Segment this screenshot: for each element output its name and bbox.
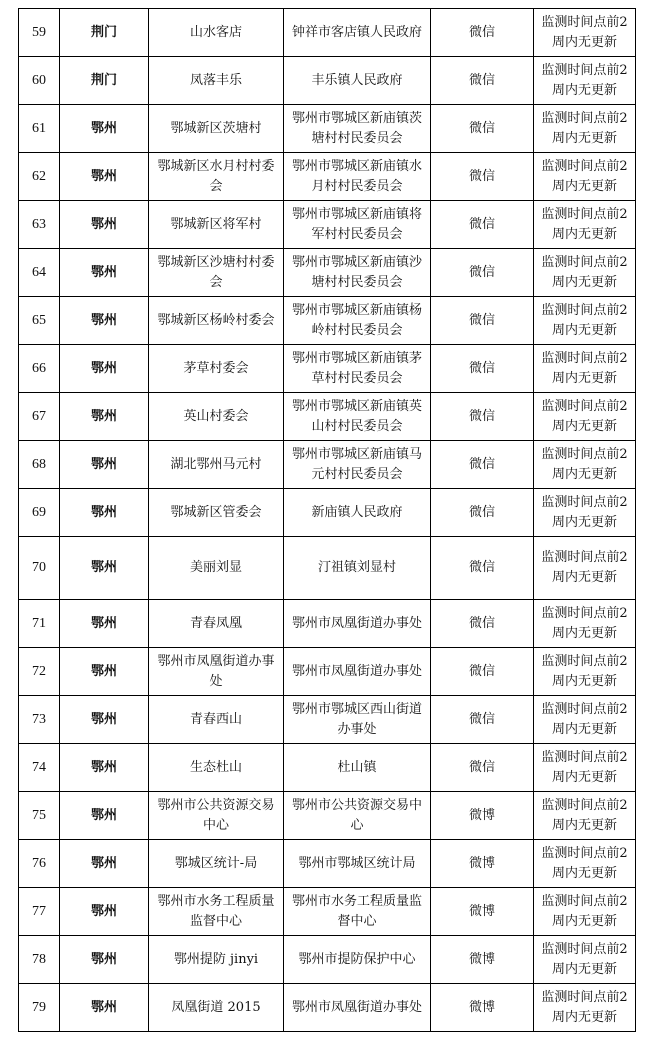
row-number: 68 [19,441,60,489]
status-cell: 监测时间点前2周内无更新 [534,153,636,201]
organization-cell: 鄂州市鄂城区新庙镇马元村村民委员会 [284,441,431,489]
account-name-cell: 凤落丰乐 [149,57,284,105]
row-number: 77 [19,888,60,936]
status-cell: 监测时间点前2周内无更新 [534,696,636,744]
city-cell: 鄂州 [60,537,149,600]
platform-cell: 微信 [431,393,534,441]
organization-cell: 鄂州市鄂城区西山街道办事处 [284,696,431,744]
city-cell: 荆门 [60,9,149,57]
platform-cell: 微博 [431,888,534,936]
table-row [19,489,636,537]
row-number: 74 [19,744,60,792]
account-name-cell: 鄂城新区茨塘村 [149,105,284,153]
row-number: 62 [19,153,60,201]
platform-cell: 微博 [431,936,534,984]
status-cell: 监测时间点前2周内无更新 [534,537,636,600]
platform-cell: 微信 [431,57,534,105]
table-body [19,9,636,1032]
organization-cell: 鄂州市公共资源交易中心 [284,792,431,840]
organization-cell: 鄂州市鄂城区统计局 [284,840,431,888]
organization-cell: 鄂州市鄂城区新庙镇将军村村民委员会 [284,201,431,249]
account-name-cell: 鄂州市公共资源交易中心 [149,792,284,840]
organization-cell: 鄂州市凤凰街道办事处 [284,984,431,1032]
account-name-cell: 鄂城新区管委会 [149,489,284,537]
city-cell: 鄂州 [60,648,149,696]
status-cell: 监测时间点前2周内无更新 [534,9,636,57]
row-number: 70 [19,537,60,600]
status-cell: 监测时间点前2周内无更新 [534,249,636,297]
platform-cell: 微博 [431,984,534,1032]
account-name-cell: 鄂州市水务工程质量监督中心 [149,888,284,936]
city-cell: 鄂州 [60,489,149,537]
platform-cell: 微信 [431,600,534,648]
status-cell: 监测时间点前2周内无更新 [534,888,636,936]
table-row [19,840,636,888]
row-number: 64 [19,249,60,297]
row-number: 69 [19,489,60,537]
organization-cell: 鄂州市凤凰街道办事处 [284,648,431,696]
city-cell: 鄂州 [60,345,149,393]
status-cell: 监测时间点前2周内无更新 [534,648,636,696]
city-cell: 鄂州 [60,744,149,792]
table-row [19,249,636,297]
platform-cell: 微信 [431,105,534,153]
status-cell: 监测时间点前2周内无更新 [534,984,636,1032]
row-number: 76 [19,840,60,888]
table-row [19,297,636,345]
organization-cell: 鄂州市鄂城区新庙镇沙塘村村民委员会 [284,249,431,297]
status-cell: 监测时间点前2周内无更新 [534,600,636,648]
table-row [19,744,636,792]
platform-cell: 微信 [431,297,534,345]
status-cell: 监测时间点前2周内无更新 [534,297,636,345]
platform-cell: 微信 [431,489,534,537]
table-row [19,441,636,489]
table-row [19,57,636,105]
account-name-cell: 湖北鄂州马元村 [149,441,284,489]
account-name-cell: 鄂城区统计-局 [149,840,284,888]
status-cell: 监测时间点前2周内无更新 [534,840,636,888]
organization-cell: 新庙镇人民政府 [284,489,431,537]
status-cell: 监测时间点前2周内无更新 [534,345,636,393]
account-name-cell: 茅草村委会 [149,345,284,393]
account-name-cell: 英山村委会 [149,393,284,441]
platform-cell: 微博 [431,840,534,888]
row-number: 75 [19,792,60,840]
organization-cell: 鄂州市水务工程质量监督中心 [284,888,431,936]
table-row [19,105,636,153]
platform-cell: 微信 [431,345,534,393]
account-name-cell: 生态杜山 [149,744,284,792]
table-row [19,393,636,441]
status-cell: 监测时间点前2周内无更新 [534,393,636,441]
platform-cell: 微信 [431,249,534,297]
city-cell: 荆门 [60,57,149,105]
table-row [19,201,636,249]
row-number: 63 [19,201,60,249]
platform-cell: 微信 [431,537,534,600]
table-row [19,648,636,696]
account-name-cell: 鄂城新区沙塘村村委会 [149,249,284,297]
table-row [19,153,636,201]
city-cell: 鄂州 [60,441,149,489]
row-number: 65 [19,297,60,345]
platform-cell: 微信 [431,696,534,744]
organization-cell: 丰乐镇人民政府 [284,57,431,105]
row-number: 71 [19,600,60,648]
row-number: 66 [19,345,60,393]
status-cell: 监测时间点前2周内无更新 [534,57,636,105]
city-cell: 鄂州 [60,888,149,936]
organization-cell: 钟祥市客店镇人民政府 [284,9,431,57]
account-name-cell: 鄂城新区杨岭村委会 [149,297,284,345]
status-cell: 监测时间点前2周内无更新 [534,441,636,489]
city-cell: 鄂州 [60,393,149,441]
city-cell: 鄂州 [60,840,149,888]
organization-cell: 鄂州市鄂城区新庙镇英山村村民委员会 [284,393,431,441]
status-cell: 监测时间点前2周内无更新 [534,792,636,840]
city-cell: 鄂州 [60,201,149,249]
platform-cell: 微博 [431,792,534,840]
account-name-cell: 凤凰街道 2015 [149,984,284,1032]
city-cell: 鄂州 [60,696,149,744]
account-name-cell: 青春西山 [149,696,284,744]
account-name-cell: 鄂城新区水月村村委会 [149,153,284,201]
row-number: 67 [19,393,60,441]
organization-cell: 鄂州市凤凰街道办事处 [284,600,431,648]
table-row [19,888,636,936]
organization-cell: 鄂州市鄂城区新庙镇茨塘村村民委员会 [284,105,431,153]
account-table [18,8,636,1032]
platform-cell: 微信 [431,9,534,57]
status-cell: 监测时间点前2周内无更新 [534,105,636,153]
table-row [19,9,636,57]
account-name-cell: 山水客店 [149,9,284,57]
table-row [19,984,636,1032]
organization-cell: 汀祖镇刘显村 [284,537,431,600]
account-name-cell: 青春凤凰 [149,600,284,648]
city-cell: 鄂州 [60,153,149,201]
table-row [19,600,636,648]
table-row [19,696,636,744]
platform-cell: 微信 [431,744,534,792]
city-cell: 鄂州 [60,297,149,345]
status-cell: 监测时间点前2周内无更新 [534,201,636,249]
row-number: 72 [19,648,60,696]
platform-cell: 微信 [431,201,534,249]
organization-cell: 鄂州市鄂城区新庙镇杨岭村村民委员会 [284,297,431,345]
account-name-cell: 鄂城新区将军村 [149,201,284,249]
platform-cell: 微信 [431,441,534,489]
account-name-cell: 鄂州市凤凰街道办事处 [149,648,284,696]
table-row [19,537,636,600]
city-cell: 鄂州 [60,936,149,984]
row-number: 60 [19,57,60,105]
organization-cell: 鄂州市提防保护中心 [284,936,431,984]
row-number: 78 [19,936,60,984]
row-number: 61 [19,105,60,153]
platform-cell: 微信 [431,153,534,201]
status-cell: 监测时间点前2周内无更新 [534,936,636,984]
city-cell: 鄂州 [60,249,149,297]
city-cell: 鄂州 [60,600,149,648]
platform-cell: 微信 [431,648,534,696]
row-number: 73 [19,696,60,744]
table-row [19,345,636,393]
organization-cell: 鄂州市鄂城区新庙镇茅草村村民委员会 [284,345,431,393]
city-cell: 鄂州 [60,105,149,153]
account-name-cell: 鄂州提防 jinyi [149,936,284,984]
row-number: 59 [19,9,60,57]
city-cell: 鄂州 [60,984,149,1032]
table-row [19,936,636,984]
city-cell: 鄂州 [60,792,149,840]
row-number: 79 [19,984,60,1032]
status-cell: 监测时间点前2周内无更新 [534,744,636,792]
organization-cell: 杜山镇 [284,744,431,792]
account-name-cell: 美丽刘显 [149,537,284,600]
organization-cell: 鄂州市鄂城区新庙镇水月村村民委员会 [284,153,431,201]
table-row [19,792,636,840]
status-cell: 监测时间点前2周内无更新 [534,489,636,537]
